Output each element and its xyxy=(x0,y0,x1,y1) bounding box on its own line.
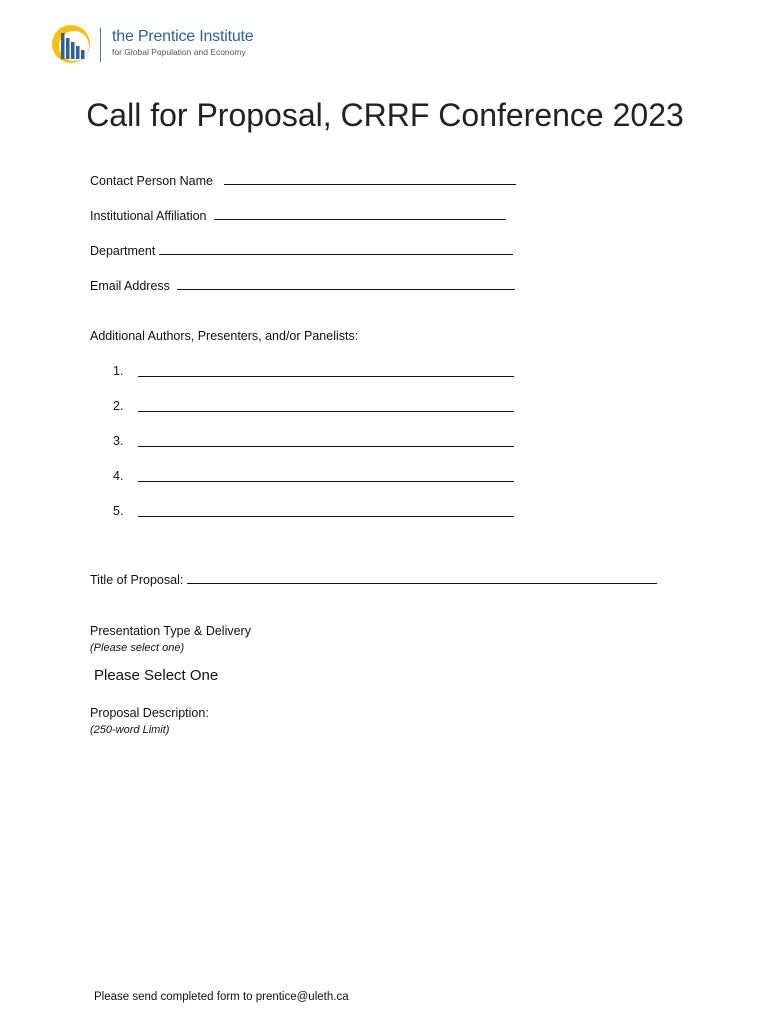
authors-label: Additional Authors, Presenters, and/or Panelists: xyxy=(90,329,359,343)
presentation-type-select[interactable]: Please Select One xyxy=(94,667,219,684)
affiliation-label: Institutional Affiliation xyxy=(90,209,207,223)
author-line-4[interactable] xyxy=(138,469,514,482)
logo-subtitle: for Global Population and Economy xyxy=(112,47,246,57)
prentice-institute-logo xyxy=(52,24,252,68)
email-label: Email Address xyxy=(90,279,170,293)
description-label: Proposal Description: xyxy=(90,706,209,720)
author-number: 4. xyxy=(113,469,124,483)
author-number: 2. xyxy=(113,399,124,413)
description-note: (250-word Limit) xyxy=(90,724,170,736)
footer-instructions: Please send completed form to prentice@uleth.ca xyxy=(94,991,349,1003)
logo-divider xyxy=(100,28,101,62)
author-line-1[interactable] xyxy=(138,364,514,377)
presentation-type-label: Presentation Type & Delivery xyxy=(90,624,251,638)
contact-name-field[interactable] xyxy=(90,173,516,188)
author-number: 1. xyxy=(113,364,124,378)
email-field[interactable] xyxy=(90,278,515,293)
author-line-5[interactable] xyxy=(138,504,514,517)
author-number: 5. xyxy=(113,504,124,518)
department-line[interactable] xyxy=(159,243,513,255)
contact-name-label: Contact Person Name xyxy=(90,174,213,188)
proposal-title-line[interactable] xyxy=(187,572,657,584)
presentation-type-note: (Please select one) xyxy=(90,642,185,654)
logo-emblem-icon xyxy=(52,24,92,64)
email-line[interactable] xyxy=(177,278,515,290)
description-textarea[interactable] xyxy=(90,742,680,972)
department-label: Department xyxy=(90,244,156,258)
affiliation-line[interactable] xyxy=(214,208,506,220)
page-title: Call for Proposal, CRRF Conference 2023 xyxy=(86,97,684,133)
contact-name-line[interactable] xyxy=(224,173,516,185)
author-line-2[interactable] xyxy=(138,399,514,412)
proposal-title-field[interactable] xyxy=(90,572,657,587)
department-field[interactable] xyxy=(90,243,513,258)
proposal-title-label: Title of Proposal: xyxy=(90,573,184,587)
author-number: 3. xyxy=(113,434,124,448)
author-line-3[interactable] xyxy=(138,434,514,447)
affiliation-field[interactable] xyxy=(90,208,506,223)
logo-name: the Prentice Institute xyxy=(112,28,254,45)
